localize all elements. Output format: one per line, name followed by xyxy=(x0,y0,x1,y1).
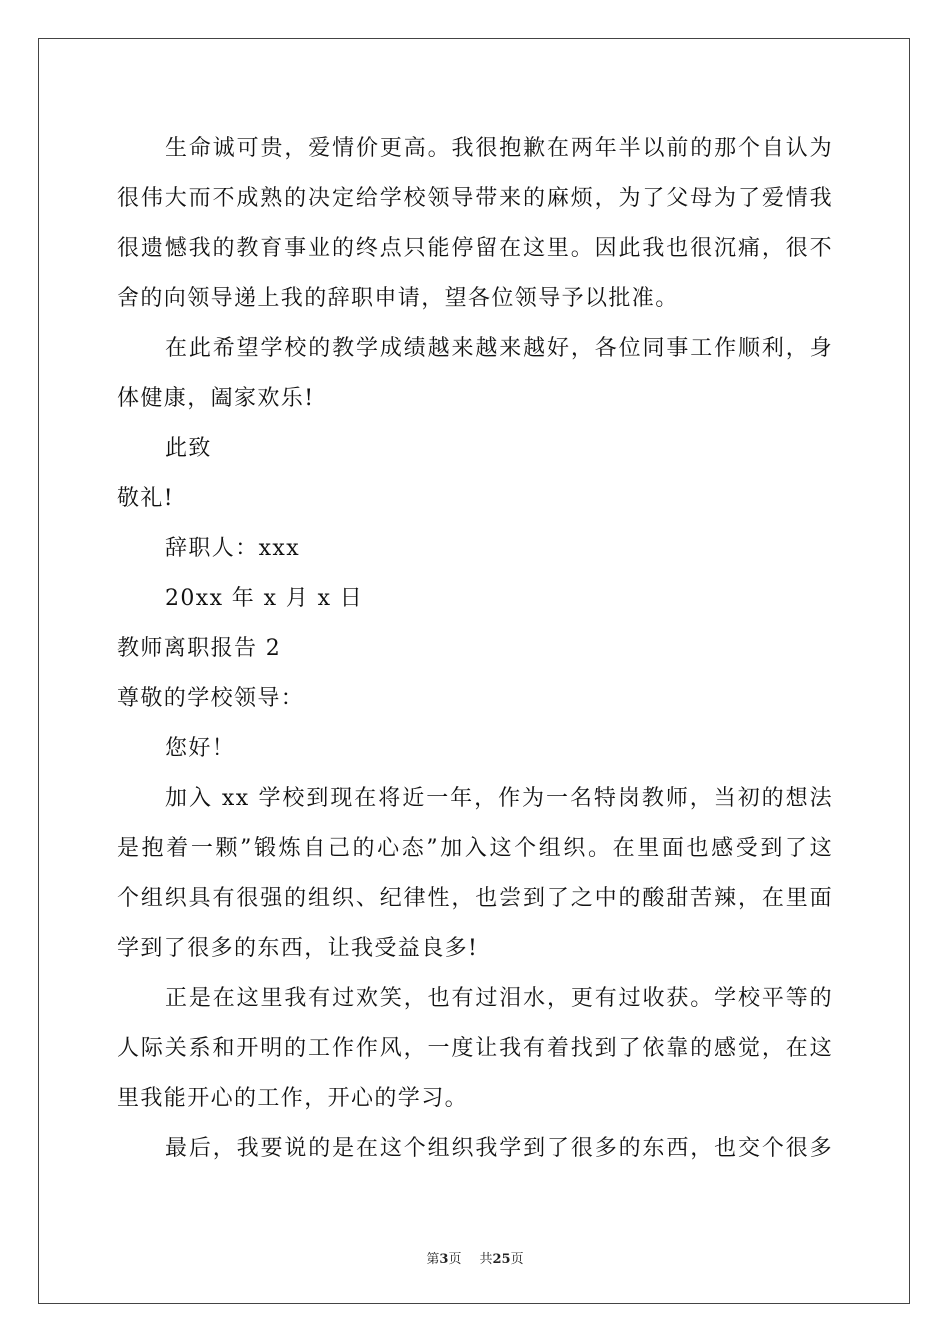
text-line-6: 体健康，阖家欢乐! xyxy=(117,386,315,411)
text-line-15: 是抱着一颗”锻炼自己的心态”加入这个组织。在里面也感受到了这 xyxy=(117,836,833,861)
total-suffix: 页 xyxy=(510,1252,524,1267)
date-line: 20xx 年 x 月 x 日 xyxy=(165,586,364,611)
page-suffix: 页 xyxy=(448,1252,462,1267)
signature-line: 辞职人：xxx xyxy=(165,536,301,561)
section-title: 教师离职报告 2 xyxy=(117,636,282,661)
text-line-4: 舍的向领导递上我的辞职申请，望各位领导予以批准。 xyxy=(117,286,679,311)
text-line-2: 很伟大而不成熟的决定给学校领导带来的麻烦，为了父母为了爱情我 xyxy=(117,186,833,211)
total-prefix: 共 xyxy=(479,1252,493,1267)
total-pages: 25 xyxy=(492,1252,511,1267)
text-line-3: 很遗憾我的教育事业的终点只能停留在这里。因此我也很沉痛，很不 xyxy=(117,236,833,261)
text-line-14: 加入 xx 学校到现在将近一年，作为一名特岗教师，当初的想法 xyxy=(165,786,833,811)
closing-line: 敬礼! xyxy=(117,486,175,511)
page-number: 3 xyxy=(439,1252,449,1267)
text-line-18: 正是在这里我有过欢笑，也有过泪水，更有过收获。学校平等的 xyxy=(165,986,833,1011)
page-footer xyxy=(0,1248,950,1267)
text-line-16: 个组织具有很强的组织、纪律性，也尝到了之中的酸甜苦辣，在里面 xyxy=(117,886,833,911)
text-line-1: 生命诚可贵，爱情价更高。我很抱歉在两年半以前的那个自认为 xyxy=(165,136,833,161)
text-line-19: 人际关系和开明的工作作风，一度让我有着找到了依靠的感觉，在这 xyxy=(117,1036,833,1061)
page-prefix: 第 xyxy=(426,1252,440,1267)
greeting-line: 您好！ xyxy=(165,736,236,761)
salutation-line: 此致 xyxy=(165,436,212,461)
text-line-17: 学到了很多的东西，让我受益良多! xyxy=(117,936,479,961)
recipient-line: 尊敬的学校领导： xyxy=(117,686,305,711)
text-line-5: 在此希望学校的教学成绩越来越来越好，各位同事工作顺利，身 xyxy=(165,336,833,361)
text-line-20: 里我能开心的工作，开心的学习。 xyxy=(117,1086,469,1111)
document-body xyxy=(117,124,833,1174)
text-line-21: 最后，我要说的是在这个组织我学到了很多的东西，也交个很多 xyxy=(165,1136,833,1161)
